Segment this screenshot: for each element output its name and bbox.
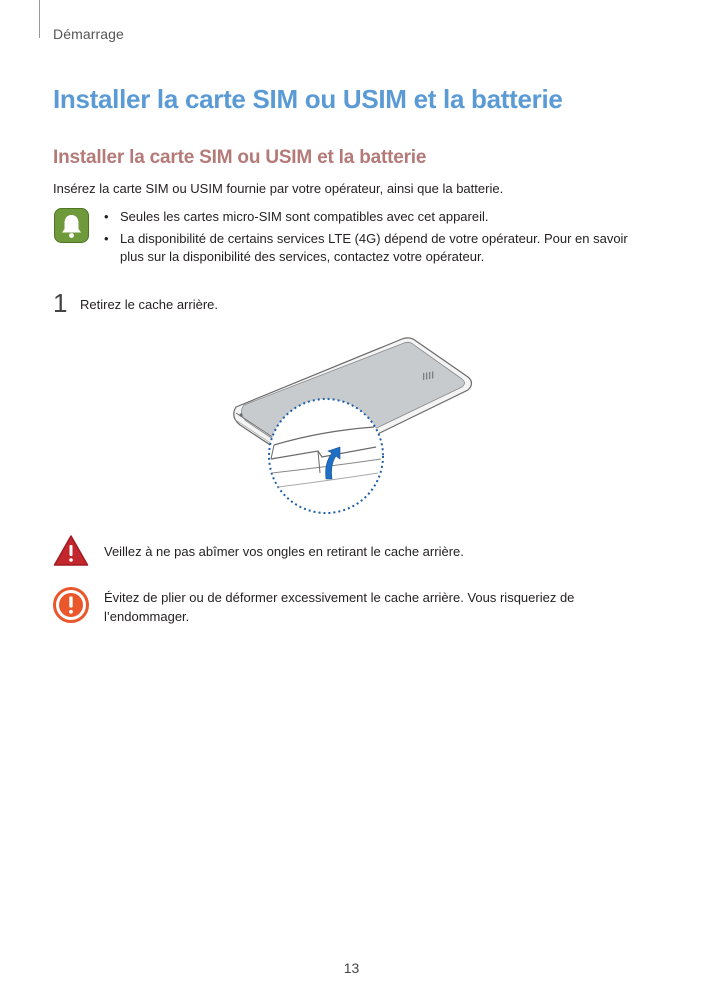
- bullet-dot: •: [104, 231, 109, 246]
- bullet-text: La disponibilité de certains services LTE (4G) dépend de votre opérateur. Pour en savoir plus sur la disponibilité des services, contactez votre opérateur.: [120, 231, 628, 264]
- caution-text: Évitez de plier ou de déformer excessivement le cache arrière. Vous risqueriez de l’endommager.: [104, 590, 575, 624]
- page-title: Installer la carte SIM ou USIM et la batterie: [53, 84, 563, 114]
- note-bullet-list: [104, 208, 644, 270]
- section-subtitle: Installer la carte SIM ou USIM et la batterie: [53, 147, 427, 168]
- bullet-text: Seules les cartes micro-SIM sont compatibles avec cet appareil.: [120, 209, 489, 224]
- list-item: [104, 208, 644, 226]
- intro-paragraph: Insérez la carte SIM ou USIM fournie par votre opérateur, ainsi que la batterie.: [53, 181, 504, 196]
- warning-text: Veillez à ne pas abîmer vos ongles en retirant le cache arrière.: [104, 544, 464, 559]
- page-corner-rule: [39, 0, 40, 38]
- bullet-dot: •: [104, 209, 109, 224]
- section-label: Démarrage: [53, 26, 124, 42]
- warning-triangle-icon: [53, 534, 89, 567]
- page-number: 13: [343, 960, 360, 976]
- bell-icon: [53, 207, 90, 244]
- step-number: 1: [53, 288, 68, 318]
- list-item: [104, 230, 644, 266]
- caution-exclamation-icon: [53, 587, 89, 623]
- step-instruction: Retirez le cache arrière.: [80, 297, 218, 312]
- back-cover-removal-illustration: [226, 335, 478, 517]
